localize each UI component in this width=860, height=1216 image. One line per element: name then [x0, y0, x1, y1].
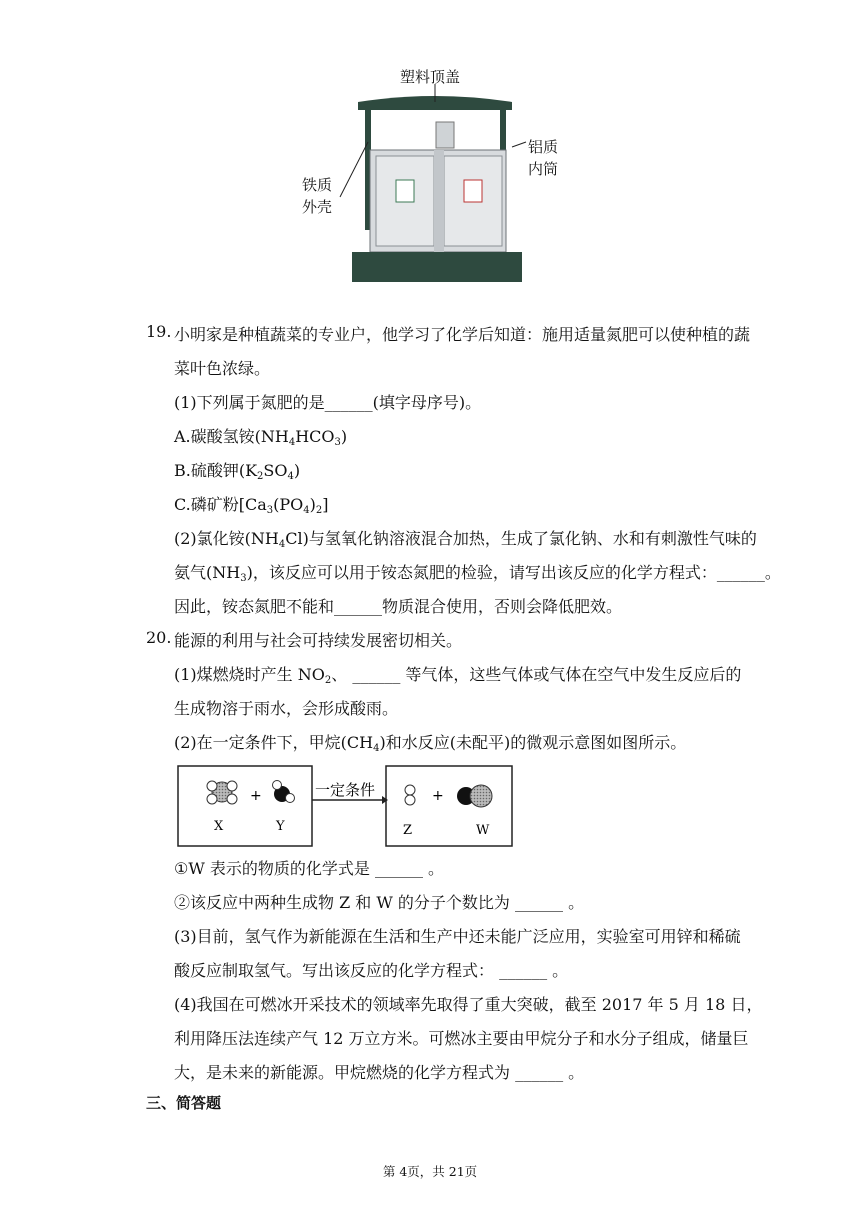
page-footer: 第 4页，共 21页 — [382, 1164, 478, 1179]
q19-part2-line3: 因此，铵态氮肥不能和______物质混合使用，否则会降低肥效。 — [174, 597, 623, 616]
q20-part3-line1: (3)目前，氢气作为新能源在生活和生产中还未能广泛应用，实验室可用锌和稀硫 — [174, 927, 741, 946]
q20-subq-ratio: ②该反应中两种生成物 Z 和 W 的分子个数比为 ______ 。 — [174, 893, 585, 912]
q20-part1-line1: (1)煤燃烧时产生 $NO_2$、 ______ 等气体，这些气体或气体在空气中发生反应后的 — [174, 665, 742, 686]
label-x: X — [214, 819, 224, 834]
molecule-w-icon — [457, 785, 492, 807]
label-aluminum-2: 内筒 — [528, 160, 559, 178]
q20-part4-line2: 利用降压法连续产气 12 万立方米。可燃冰主要由甲烷分子和水分子组成，储量巨 — [174, 1029, 749, 1048]
q19-option-a: A.碳酸氢铵$(NH_4HCO_3)$ — [174, 427, 348, 448]
q20-number: 20. — [146, 628, 172, 647]
q19-part1: (1)下列属于氮肥的是______(填字母序号)。 — [174, 393, 482, 412]
q20-part4-line3: 大，是未来的新能源。甲烷燃烧的化学方程式为 ______ 。 — [174, 1063, 585, 1082]
q20-part4-line1: (4)我国在可燃冰开采技术的领域率先取得了重大突破，截至 2017 年 5 月 18 日， — [174, 995, 763, 1014]
q19-part2-line2: 氨气$(NH_3)$，该反应可以用于铵态氮肥的检验，请写出该反应的化学方程式：______。 — [174, 563, 781, 584]
q20-stem: 能源的利用与社会可持续发展密切相关。 — [174, 631, 463, 650]
q19-number: 19. — [146, 322, 172, 341]
q20-part2: (2)在一定条件下，甲烷$(CH_4)$和水反应(未配平)的微观示意图如图所示。 — [174, 733, 687, 754]
label-iron-1: 铁质 — [302, 176, 333, 194]
label-y: Y — [276, 819, 285, 834]
label-plastic-top: 塑料顶盖 — [400, 68, 461, 86]
q20-part3-line2: 酸反应制取氢气。写出该反应的化学方程式： ______ 。 — [174, 961, 569, 980]
condition-label: 一定条件 — [315, 781, 376, 799]
reaction-diagram — [176, 764, 516, 850]
section-title: 三、简答题 — [146, 1094, 222, 1112]
label-w: W — [476, 823, 490, 838]
q19-option-b: B.硫酸钾$(K_2SO_4)$ — [174, 461, 301, 482]
q19-part2-line1: (2)氯化铵$(NH_4Cl)$与氢氧化钠溶液混合加热，生成了氯化钠、水和有刺激性气味的 — [174, 529, 757, 550]
plus-right: + — [432, 788, 444, 804]
label-aluminum-1: 铝质 — [528, 138, 559, 156]
q19-option-c: C.磷矿粉$[Ca_3(PO_4)_2]$ — [174, 495, 329, 516]
q20-part1-line2: 生成物溶于雨水，会形成酸雨。 — [174, 699, 399, 718]
q19-stem-1: 小明家是种植蔬菜的专业户，他学习了化学后知道：施用适量氮肥可以使种植的蔬 — [174, 325, 751, 344]
label-z: Z — [403, 823, 413, 838]
q20-subq-w: ①W 表示的物质的化学式是 ______ 。 — [174, 859, 445, 878]
reactants-box — [178, 766, 312, 846]
plus-left: + — [250, 788, 262, 804]
label-iron-2: 外壳 — [302, 198, 333, 216]
q19-stem-2: 菜叶色浓绿。 — [174, 359, 271, 378]
